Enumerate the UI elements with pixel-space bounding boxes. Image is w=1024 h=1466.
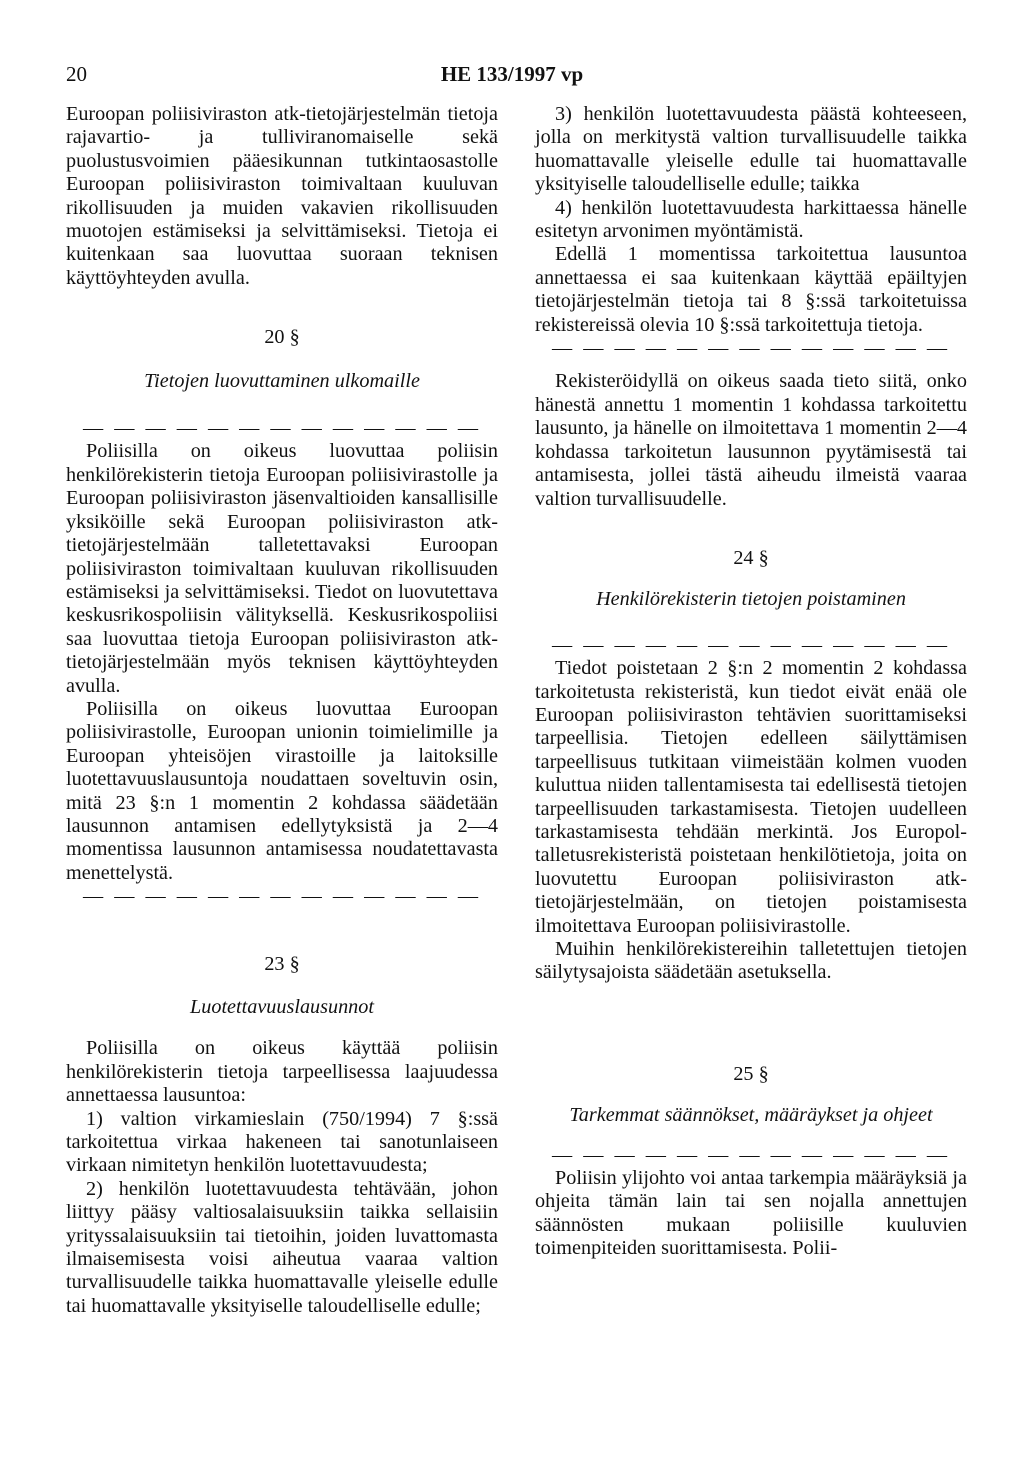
omission-dashes: — — — — — — — — — — — — — — [83, 885, 481, 908]
page-number: 20 — [66, 62, 87, 86]
omission-dashes: — — — — — — — — — — — — — — [552, 1143, 950, 1166]
paragraph: Rekisteröidyllä on oikeus saada tieto siitä, onko hänestä annettu 1 momentin 1 kohdassa tarkoitettu lausunto, ja hänelle on ilmoitettava 1 momentin 2—4 kohdassa tarkoitetun lausunnon pyytämisestä tai antamisesta, jollei tästä aiheudu ilmeistä vaaraa valtion turvallisuudelle. — [535, 370, 967, 510]
section-title: Luotettavuuslausunnot — [190, 996, 374, 1018]
paragraph: Tiedot poistetaan 2 §:n 2 momentin 2 kohdassa tarkoitetusta rekisteristä, kun tiedot eivät enää ole Euroopan poliisiviraston tehtävien suorittamiseksi tarpeellisia. Tietojen edelleen säilyttämisen tarpeellisuus tutkitaan viimeistään kolmen vuoden kuluttua niiden tallentamisesta tai edellisestä tietojen tarpeellisuuden tarkastamisesta. Tietojen uudelleen tarkastamisesta tehdään merkintä. Jos Europol-talletusrekisteristä poistetaan henkilötietoja, joita on luovutettu Euroopan poliisiviraston atk-tietojärjestelmään, on tietojen poistamisesta ilmoitettava Euroopan poliisivirastolle. — [535, 657, 967, 937]
paragraph: Poliisilla on oikeus luovuttaa Euroopan poliisivirastolle, Euroopan unionin toimielimille ja Euroopan yhteisöjen virastoille ja laitoksille luotettavuuslausuntoja noudattaen soveltuvin osin, mitä 23 §:n 1 momentin 2 kohdassa säädetään lausunnon antamisen edellytyksistä ja 2—4 momentissa lausunnon antamisessa noudatettavasta menettelystä. — [66, 697, 498, 884]
section-title: Tarkemmat säännökset, määräykset ja ohjeet — [569, 1104, 933, 1127]
running-head: HE 133/1997 vp — [440, 62, 584, 86]
omission-dashes: — — — — — — — — — — — — — — [83, 417, 481, 440]
paragraph: Poliisilla on oikeus luovuttaa poliisin henkilörekisterin tietoja Euroopan poliisivirastolle ja Euroopan poliisiviraston jäsenvaltioiden kansallisille yksiköille sekä Euroopan poliisiviraston atk-tietojärjestelmään talletettavaksi Euroopan poliisiviraston toimivaltaan kuuluvan rikollisuuden estämiseksi ja selvittämiseksi. Tiedot on luovutettava keskusrikospoliisin välityksellä. Keskusrikospoliisi saa luovuttaa tietoja Euroopan poliisiviraston atk-tietojärjestelmään myös teknisen käyttöyhteyden avulla. — [66, 440, 498, 697]
section-number: 25 § — [733, 1062, 769, 1085]
list-item: 4) henkilön luotettavuudesta harkittaessa hänelle esitetyn arvonimen myöntämistä. — [535, 196, 967, 243]
paragraph: Poliisilla on oikeus käyttää poliisin henkilörekisterin tietoja tarpeellisessa laajuudessa annettaessa lausuntoa: — [66, 1037, 498, 1107]
section-title: Tietojen luovuttaminen ulkomaille — [144, 369, 420, 392]
omission-dashes: — — — — — — — — — — — — — — [552, 633, 950, 656]
paragraph: Poliisin ylijohto voi antaa tarkempia määräyksiä ja ohjeita tämän lain tai sen nojalla annettujen säännösten mukaan poliisille kuuluvien toimenpiteiden suorittamisesta. Polii- — [535, 1167, 967, 1260]
paragraph: Edellä 1 momentissa tarkoitettua lausuntoa annettaessa ei saa kuitenkaan käyttää epäiltyjen tietojärjestelmän tietoja tai 8 §:ssä tarkoitetuissa rekistereissä olevia 10 §:ssä tarkoitettuja tietoja. — [535, 243, 967, 336]
section-number: 23 § — [264, 952, 300, 975]
section-number: 24 § — [733, 546, 769, 569]
section-title: Henkilörekisterin tietojen poistaminen — [596, 588, 906, 611]
right-column — [535, 103, 967, 1261]
paragraph: Euroopan poliisiviraston atk-tietojärjestelmän tietoja rajavartio- ja tulliviranomaiselle sekä puolustusvoimien pääesikunnan tutkintaosastolle Euroopan poliisiviraston toimivaltaan kuuluvan rikollisuuden ja muiden vakavien rikollisuuden muotojen estämiseksi ja selvittämiseksi. Tietoja ei kuitenkaan saa luovuttaa suoraan teknisen käyttöyhteyden avulla. — [66, 103, 498, 289]
list-item: 2) henkilön luotettavuudesta tehtävään, johon liittyy pääsy valtiosalaisuuksiin taikka sellaisiin yrityssalaisuuksiin tai tietoihin, joiden luvattomasta ilmaisemisesta voisi aiheutua vaaraa valtion turvallisuudelle taikka huomattavalle yleiselle edulle tai huomattavalle yksityiselle taloudelliselle edulle; — [66, 1177, 498, 1317]
list-item: 1) valtion virkamieslain (750/1994) 7 §:ssä tarkoitettua virkaa hakeneen tai sanotunlaiseen virkaan nimitetyn henkilön luotettavuudesta; — [66, 1107, 498, 1177]
list-item: 3) henkilön luotettavuudesta päästä kohteeseen, jolla on merkitystä valtion turvallisuudelle taikka huomattavalle yleiselle edulle tai huomattavalle yksityiselle taloudelliselle edulle; taikka — [535, 103, 967, 196]
left-column — [66, 103, 498, 1318]
omission-dashes: — — — — — — — — — — — — — — [552, 337, 950, 360]
paragraph: Muihin henkilörekistereihin talletettujen tietojen säilytysajoista säädetään asetuksella. — [535, 938, 967, 984]
section-number: 20 § — [264, 326, 300, 349]
